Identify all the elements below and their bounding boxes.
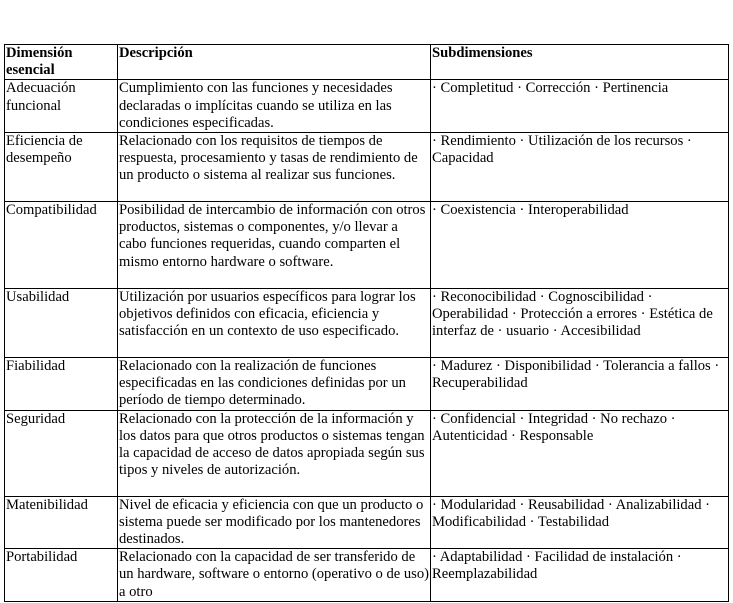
header-subdimensions: Subdimensiones <box>431 45 729 80</box>
subdimensions-cell: · Confidencial · Integridad · No rechazo · Autenticidad · Responsable <box>431 410 729 496</box>
table-row <box>5 358 729 411</box>
dimension-cell: Compatibilidad <box>5 202 118 289</box>
description-cell: Relacionado con la capacidad de ser transferido de un hardware, software o entorno (operativo o de uso) a otro <box>119 549 430 600</box>
subdimensions-cell: · Reconocibilidad · Cognoscibilidad · Operabilidad · Protección a errores · Estética de interfaz de · usuario · Accesibilidad <box>431 289 729 358</box>
dimension-cell: Portabilidad <box>5 549 118 602</box>
dimension-cell: Seguridad <box>5 410 118 496</box>
table-row <box>5 549 729 602</box>
header-dimension: Dimensión esencial <box>5 45 118 80</box>
description-cell: Relacionado con la realización de funciones especificadas en las condiciones definidas por un período de tiempo determinado. <box>118 358 431 411</box>
description-cell: Utilización por usuarios específicos para lograr los objetivos definidos con eficacia, eficiencia y satisfacción en un contexto de uso especificado. <box>118 289 431 358</box>
dimension-cell: Usabilidad <box>5 289 118 358</box>
description-cell: Cumplimiento con las funciones y necesidades declaradas o implícitas cuando se utiliza en las condiciones especificadas. <box>118 80 431 133</box>
subdimensions-cell: · Coexistencia · Interoperabilidad <box>431 202 729 289</box>
description-cell: Nivel de eficacia y eficiencia con que un producto o sistema puede ser modificado por los mantenedores destinados. <box>118 496 431 549</box>
subdimensions-cell: · Adaptabilidad · Facilidad de instalación · Reemplazabilidad <box>431 549 729 602</box>
description-cell: Relacionado con la protección de la información y los datos para que otros productos o sistemas tengan la capacidad de acceso de datos apropiada según sus tipos y niveles de autorización. <box>118 410 431 496</box>
table-row <box>5 80 729 133</box>
table-header-row <box>5 45 729 80</box>
subdimensions-cell: · Completitud · Corrección · Pertinencia <box>431 80 729 133</box>
table-row <box>5 133 729 202</box>
dimension-cell: Adecuación funcional <box>5 80 118 133</box>
dimension-cell: Matenibilidad <box>5 496 118 549</box>
subdimensions-cell: · Modularidad · Reusabilidad · Analizabilidad · Modificabilidad · Testabilidad <box>431 496 729 549</box>
table-row <box>5 496 729 549</box>
description-cell: Posibilidad de intercambio de información con otros productos, sistemas o componentes, y/o llevar a cabo funciones requeridas, cuando comparten el mismo entorno hardware o software. <box>118 202 431 289</box>
subdimensions-cell: · Madurez · Disponibilidad · Tolerancia a fallos · Recuperabilidad <box>431 358 729 411</box>
table-row <box>5 202 729 289</box>
header-description: Descripción <box>118 45 431 80</box>
quality-dimensions-table <box>4 44 729 602</box>
table-row <box>5 289 729 358</box>
dimension-cell: Fiabilidad <box>5 358 118 411</box>
subdimensions-cell: · Rendimiento · Utilización de los recursos · Capacidad <box>431 133 729 202</box>
table-row <box>5 410 729 496</box>
description-cell: Relacionado con los requisitos de tiempos de respuesta, procesamiento y tasas de rendimiento de un producto o sistema al realizar sus funciones. <box>118 133 431 202</box>
dimension-cell: Eficiencia de desempeño <box>5 133 118 202</box>
